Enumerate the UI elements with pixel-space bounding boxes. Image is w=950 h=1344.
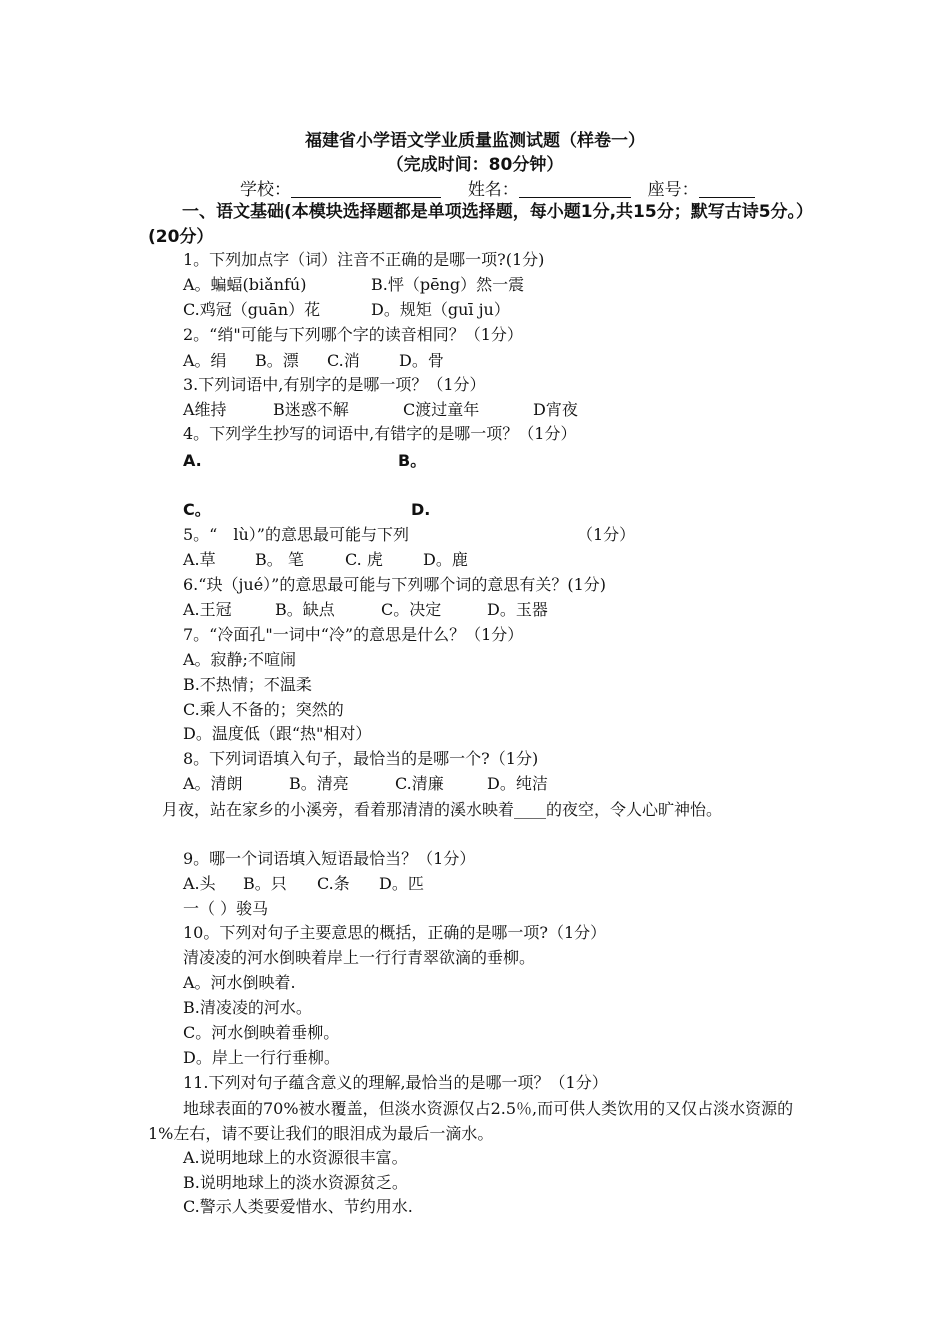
- q5-options: [183, 548, 468, 572]
- q3-option-b[interactable]: B迷惑不解: [273, 400, 349, 419]
- q6-option-b[interactable]: B。缺点: [275, 600, 335, 619]
- q6-options: [183, 598, 548, 622]
- q10-option-b[interactable]: B.清凌凌的河水。: [183, 998, 312, 1017]
- q9-option-b[interactable]: B。只: [243, 874, 287, 893]
- q4-options-row2: [183, 498, 430, 522]
- q11-stem: 11.下列对句子蕴含意义的理解,最恰当的是哪一项？（1分）: [183, 1073, 608, 1092]
- q8-option-d[interactable]: D。纯洁: [487, 774, 548, 793]
- q3-option-c[interactable]: C渡过童年: [403, 400, 480, 419]
- q4-option-a[interactable]: A.: [183, 451, 202, 470]
- q8-option-a[interactable]: A。清朗: [183, 774, 243, 793]
- exam-subtitle: （完成时间：80分钟）: [386, 155, 564, 175]
- q8-option-c[interactable]: C.清廉: [395, 774, 444, 793]
- q1-stem: 1。下列加点字（词）注音不正确的是哪一项?(1分): [183, 250, 545, 269]
- q2-options: [183, 349, 444, 373]
- q7-option-b[interactable]: B.不热情；不温柔: [183, 675, 312, 694]
- q4-options-row1: [183, 449, 426, 473]
- q6-option-c[interactable]: C。决定: [381, 600, 442, 619]
- seat-blank[interactable]: [699, 181, 755, 198]
- name-label: 姓名：: [467, 180, 519, 200]
- q7-option-c[interactable]: C.乘人不备的；突然的: [183, 700, 344, 719]
- q5-option-c[interactable]: C. 虎: [345, 550, 383, 569]
- q11-passage: 地球表面的70%被水覆盖，但淡水资源仅占2.5％,而可供人类饮用的又仅占淡水资源的1%左右，请不要让我们的眼泪成为最后一滴水。: [148, 1099, 794, 1143]
- q2-option-c[interactable]: C.消: [327, 351, 360, 370]
- q1-options-row2: [183, 298, 510, 322]
- q9-option-c[interactable]: C.条: [317, 874, 350, 893]
- q9-options: [183, 872, 424, 896]
- q1-option-b[interactable]: B.怦（pēng）然一震: [371, 275, 525, 294]
- q6-option-d[interactable]: D。玉器: [487, 600, 548, 619]
- q5-option-b[interactable]: B。 笔: [255, 550, 304, 569]
- q2-option-b[interactable]: B。漂: [255, 351, 299, 370]
- q3-options: [183, 398, 578, 422]
- school-label: 学校：: [240, 180, 291, 200]
- q9-phrase: 一（ ）骏马: [183, 899, 269, 918]
- q1-option-d[interactable]: D。规矩（guī ju）: [371, 300, 510, 319]
- q7-option-a[interactable]: A。寂静;不喧闹: [183, 650, 296, 669]
- student-info-line: [240, 175, 755, 200]
- q2-option-a[interactable]: A。绢: [183, 351, 227, 370]
- q4-option-c[interactable]: C。: [183, 500, 211, 519]
- name-blank[interactable]: [519, 181, 631, 198]
- q5-option-a[interactable]: A.草: [183, 550, 216, 569]
- q2-option-d[interactable]: D。骨: [399, 351, 444, 370]
- seat-label: 座号：: [647, 180, 699, 200]
- q1-options-row1: [183, 273, 524, 297]
- q9-option-a[interactable]: A.头: [183, 874, 216, 893]
- q1-option-a[interactable]: A。蝙蝠(biǎnfú): [183, 275, 307, 294]
- q10-sentence: 清凌凌的河水倒映着岸上一行行青翠欲滴的垂柳。: [183, 948, 536, 967]
- q10-stem: 10。下列对句子主要意思的概括，正确的是哪一项?（1分）: [183, 923, 607, 942]
- q7-stem: 7。“冷面孔"一词中“冷”的意思是什么？（1分）: [183, 625, 524, 644]
- q8-option-b[interactable]: B。清亮: [289, 774, 349, 793]
- q3-option-a[interactable]: A维持: [183, 400, 227, 419]
- q3-option-d[interactable]: D宵夜: [533, 400, 578, 419]
- exam-title: 福建省小学语文学业质量监测试题（样卷一）: [305, 131, 645, 151]
- q8-options: [183, 772, 548, 796]
- q2-stem: 2。“绡"可能与下列哪个字的读音相同？（1分）: [183, 325, 523, 344]
- q6-stem: 6.“玦（jué）”的意思最可能与下列哪个词的意思有关？(1分): [183, 575, 607, 594]
- q11-option-b[interactable]: B.说明地球上的淡水资源贫乏。: [183, 1173, 408, 1192]
- q10-option-c[interactable]: C。河水倒映着垂柳。: [183, 1023, 340, 1042]
- q10-option-d[interactable]: D。岸上一行行垂柳。: [183, 1048, 340, 1067]
- q11-option-c[interactable]: C.警示人类要爱惜水、节约用水.: [183, 1197, 413, 1216]
- school-blank[interactable]: [291, 181, 441, 198]
- q10-option-a[interactable]: A。河水倒映着.: [183, 973, 296, 992]
- q7-option-d[interactable]: D。温度低（跟“热"相对）: [183, 724, 372, 743]
- q11-option-a[interactable]: A.说明地球上的水资源很丰富。: [183, 1148, 408, 1167]
- q8-passage: 月夜，站在家乡的小溪旁，看着那清清的溪水映着____的夜空，令人心旷神怡。: [162, 800, 723, 819]
- q9-option-d[interactable]: D。匹: [379, 874, 424, 893]
- q1-option-c[interactable]: C.鸡冠（guān）花: [183, 300, 321, 319]
- q8-stem: 8。下列词语填入句子，最恰当的是哪一个?（1分): [183, 749, 539, 768]
- q9-stem: 9。哪一个词语填入短语最恰当？（1分）: [183, 849, 476, 868]
- section1-heading: 一、语文基础(本模块选择题都是单项选择题，每小题1分,共15分；默写古诗5分。）(20分）: [148, 202, 805, 247]
- q5-option-d[interactable]: D。鹿: [423, 550, 468, 569]
- q4-stem: 4。下列学生抄写的词语中,有错字的是哪一项？（1分）: [183, 424, 577, 443]
- q4-option-b[interactable]: B。: [398, 451, 427, 470]
- q6-option-a[interactable]: A.王冠: [183, 600, 232, 619]
- q3-stem: 3.下列词语中,有别字的是哪一项？（1分）: [183, 375, 486, 394]
- q5-stem: 5。“ lù）”的意思最可能与下列 （1分）: [183, 525, 636, 544]
- q4-option-d[interactable]: D.: [411, 500, 431, 519]
